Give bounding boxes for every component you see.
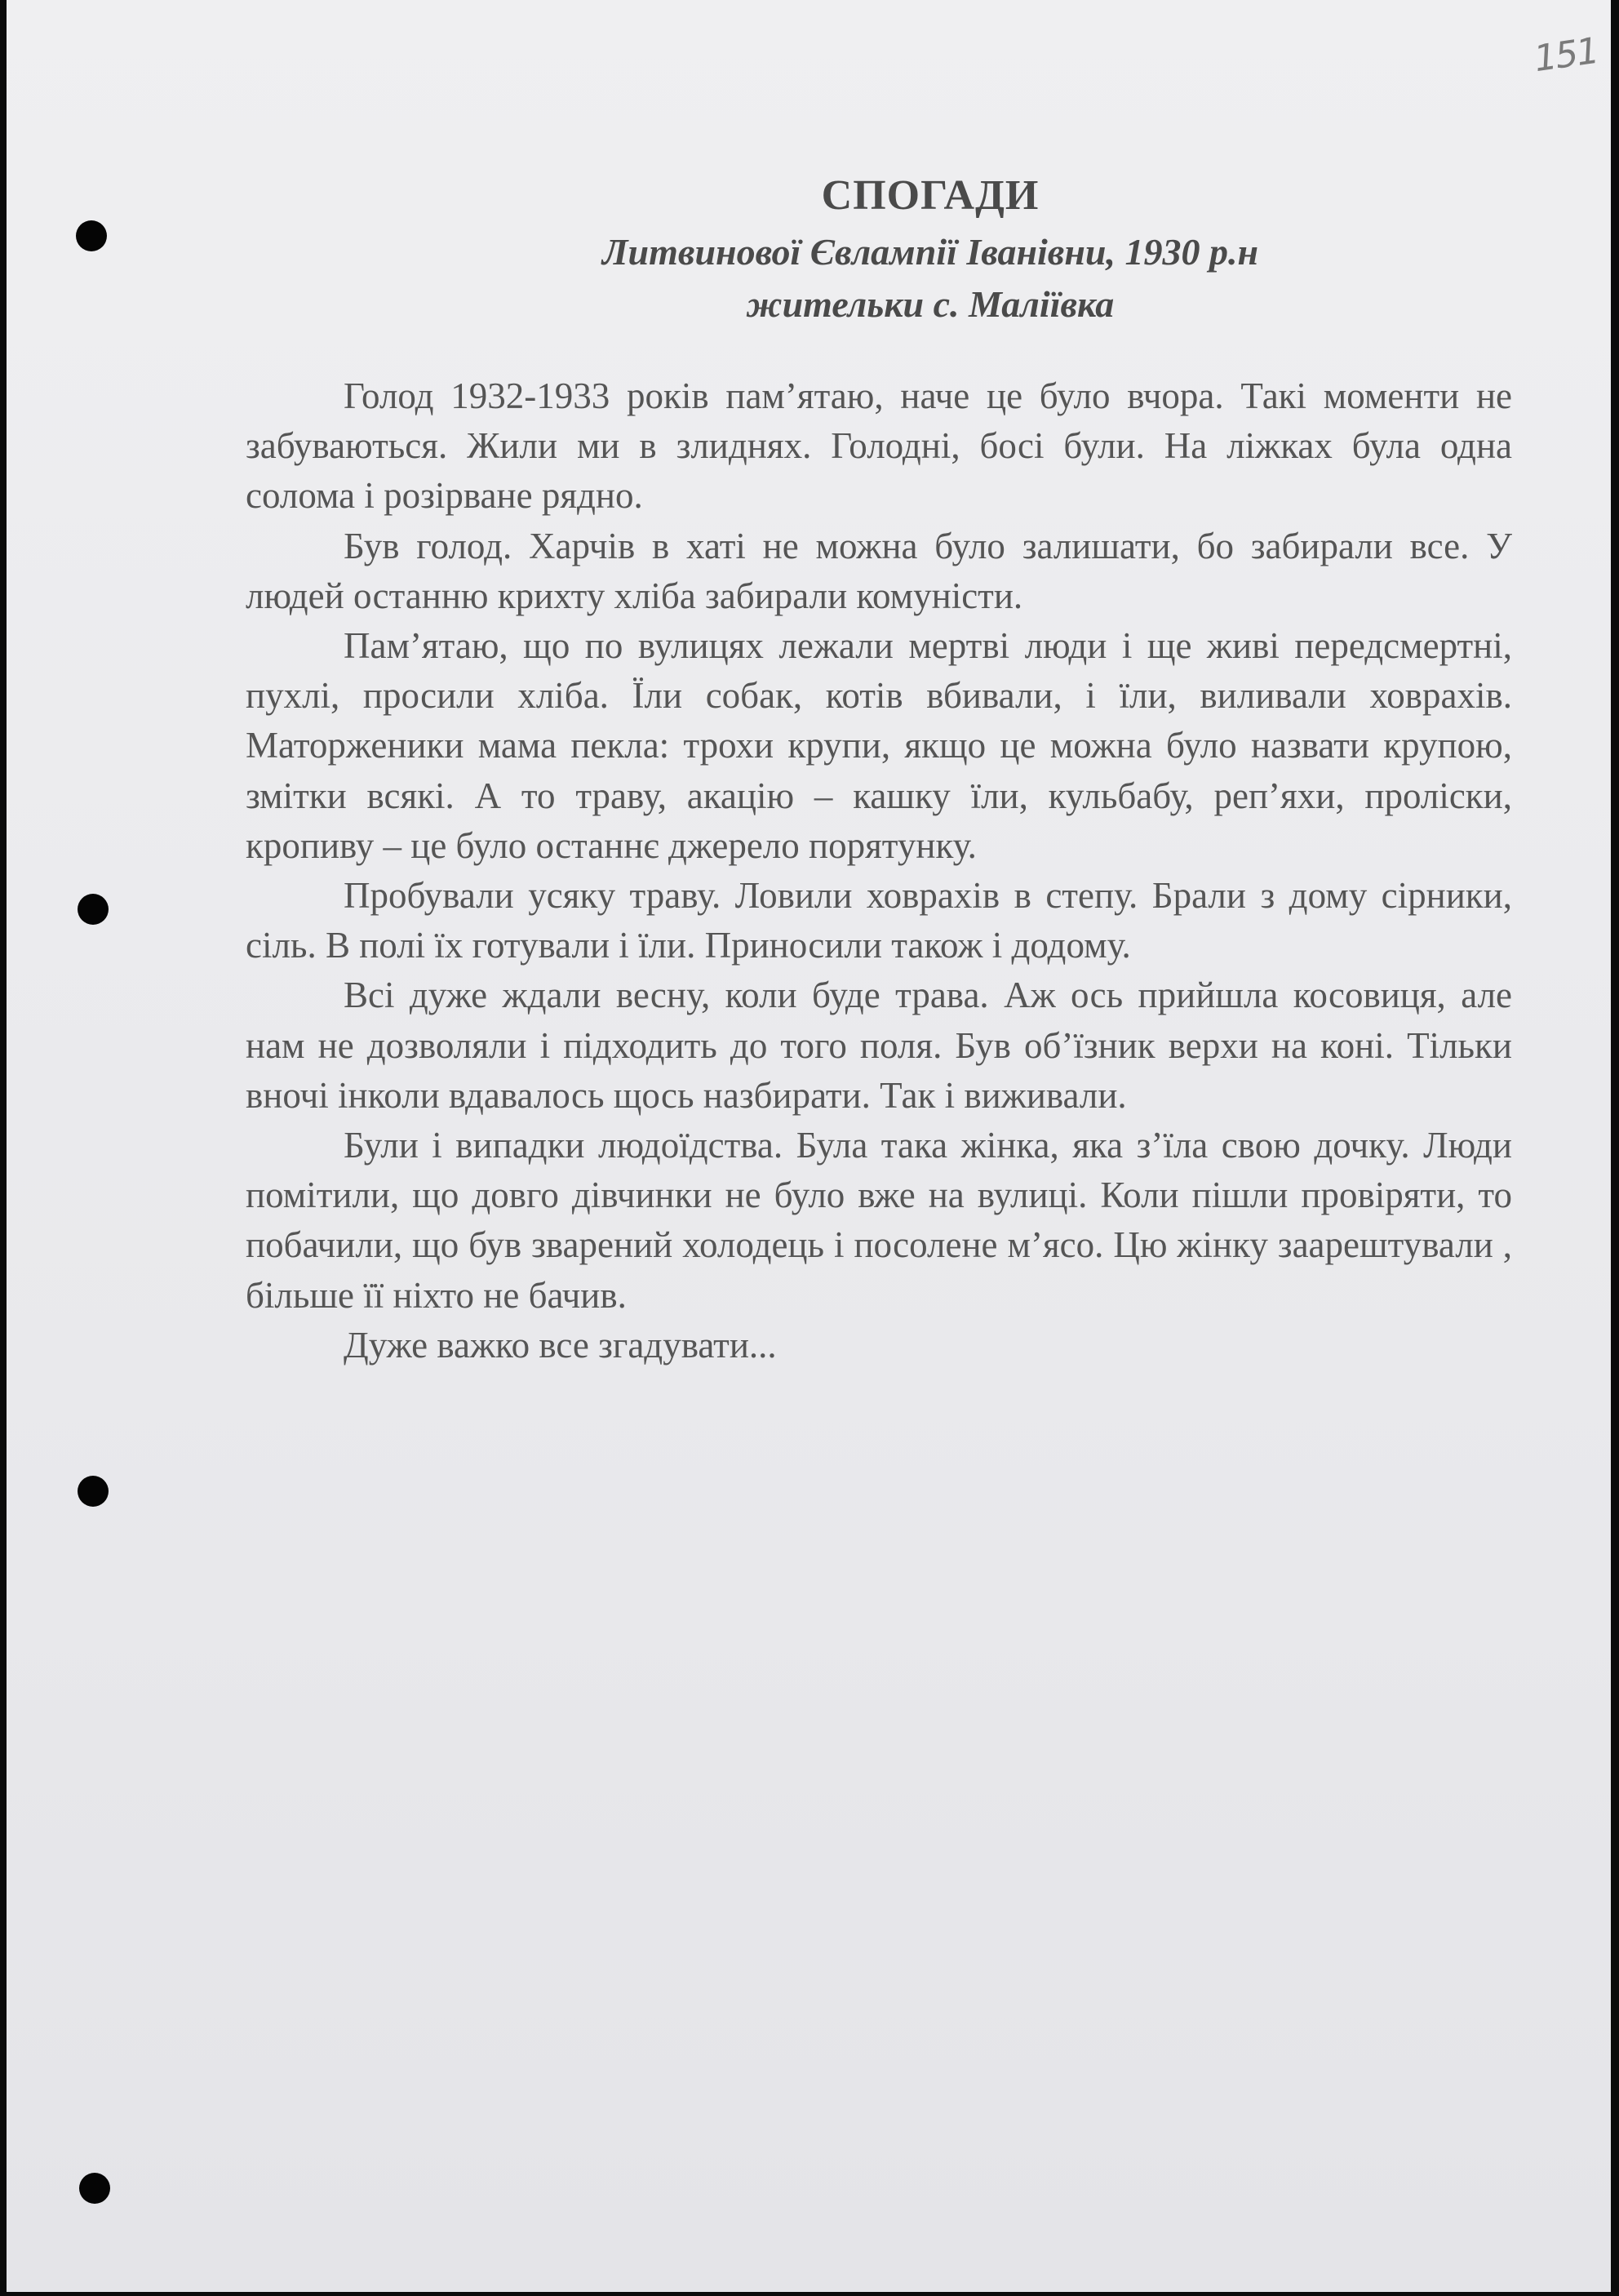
document-subtitle-residence: жительки с. Маліївка (746, 283, 1115, 325)
paragraph: Дуже важко все згадувати... (344, 1324, 777, 1366)
document-subtitle: Литвинової Євлампії Іванівни, 1930 р.н (601, 231, 1259, 273)
paragraph: Всі дуже ждали весну, коли буде трава. Аж ось прийшла косовиця, але нам не дозволяли і підходить до того поля. Був об’їзник верхи на коні. Тільки вночі інколи вдавалось щось назбирати. Так і виживали. (246, 975, 1512, 1116)
document-body (246, 371, 1512, 1370)
punch-hole (76, 220, 107, 251)
paragraph: Були і випадки людоїдства. Була така жінка, яка з’їла свою дочку. Люди помітили, що довго дівчинки не було вже на вулиці. Коли пішли провіряти, то побачили, що був зварений холодець і посолене м’ясо. Цю жінку заарештували , більше її ніхто не бачив. (246, 1125, 1512, 1316)
punch-hole (78, 894, 109, 925)
paragraph: Був голод. Харчів в хаті не можна було залишати, бо забирали все. У людей останню крихту хліба забирали комуністи. (246, 525, 1512, 616)
paragraph: Пам’ятаю, що по вулицях лежали мертві люди і ще живі передсмертні, пухлі, просили хліба. Їли собак, котів вбивали, і їли, виливали ховрахів. Маторженики мама пекла: трохи крупи, якщо це можна було назвати крупою, змітки всякі. А то траву, акацію – кашку їли, кульбабу, реп’яхи, проліски, кропиву – це було останнє джерело порятунку. (246, 625, 1512, 866)
document-page (7, 0, 1611, 2292)
paragraph: Голод 1932-1933 років пам’ятаю, наче це було вчора. Такі моменти не забуваються. Жили ми в злиднях. Голодні, босі були. На ліжках була одна солома і розірване рядно. (246, 375, 1512, 517)
punch-hole (79, 2173, 110, 2204)
paragraph: Пробували усяку траву. Ловили ховрахів в степу. Брали з дому сірники, сіль. В полі їх готували і їли. Приносили також і додому. (246, 875, 1512, 966)
page-number: 151 (1531, 29, 1601, 81)
document-title: СПОГАДИ (821, 172, 1040, 219)
punch-hole (78, 1476, 109, 1507)
